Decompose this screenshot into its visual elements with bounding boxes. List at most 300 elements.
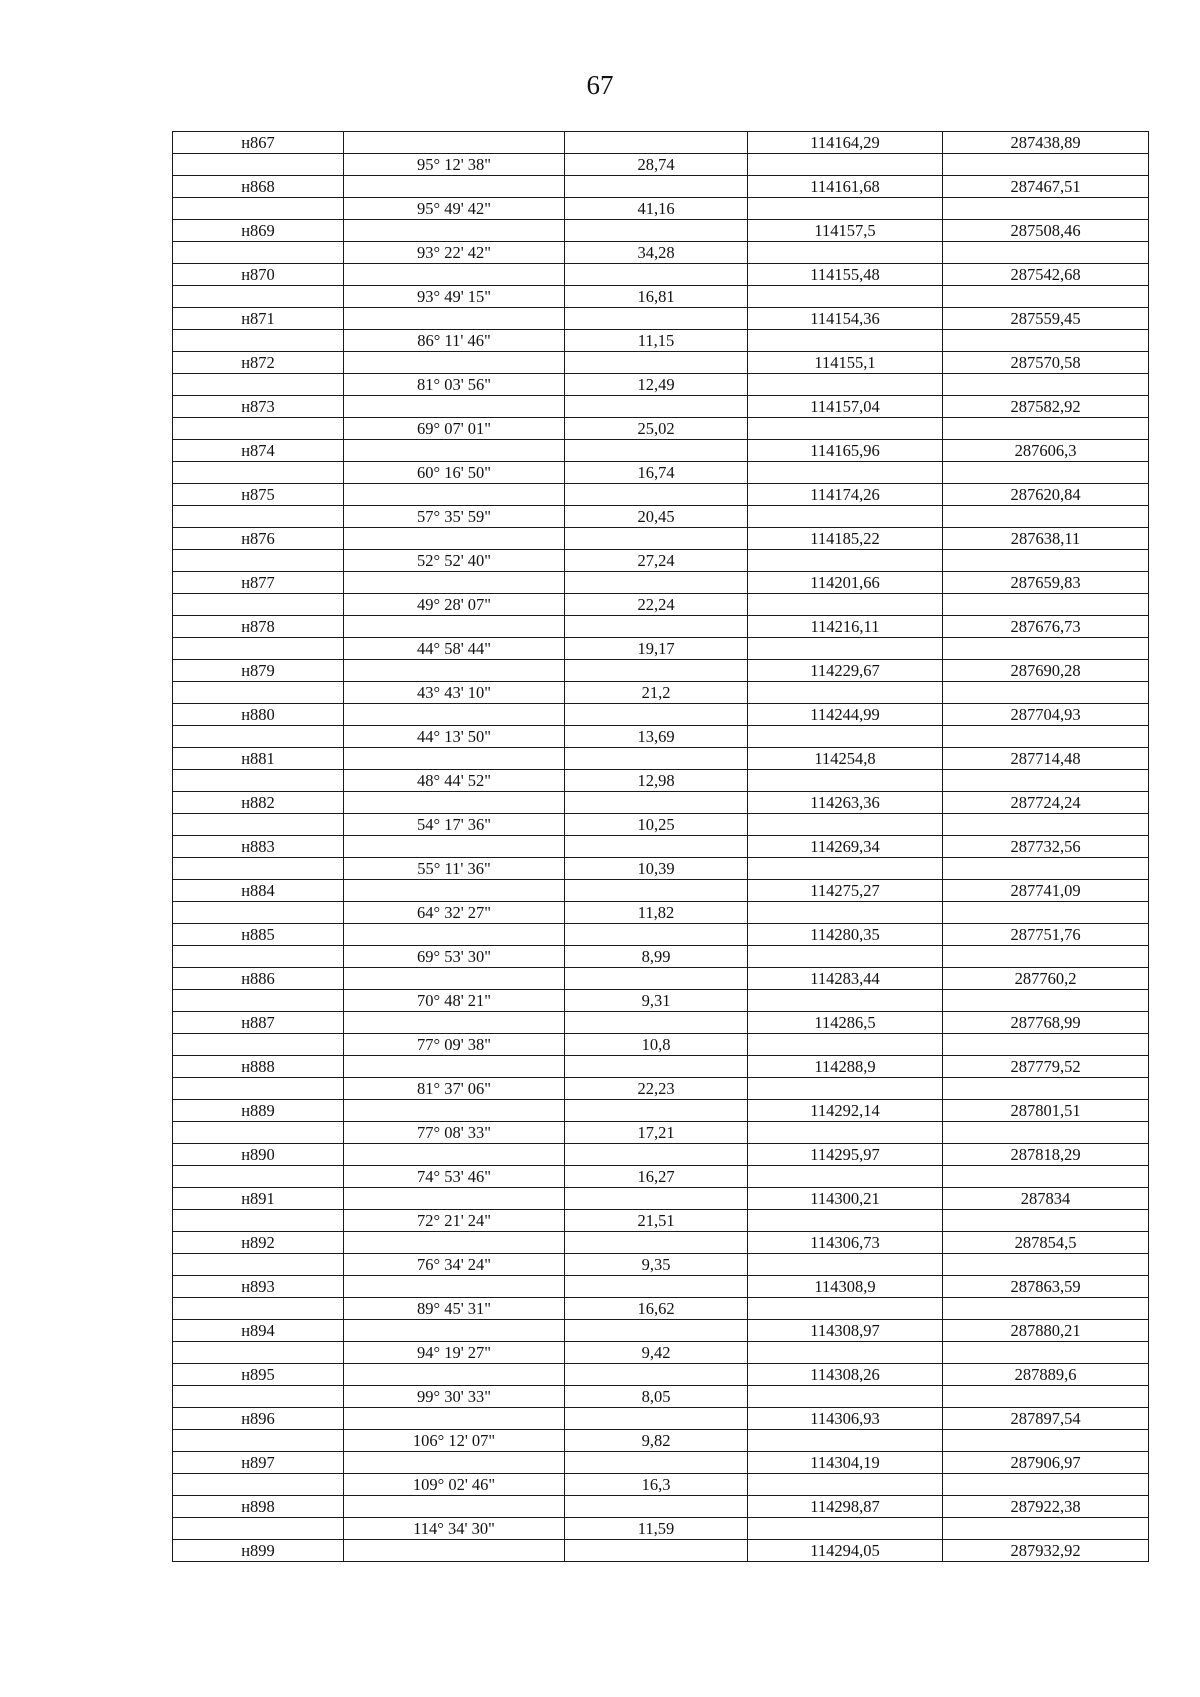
- direction-angle-cell: [344, 1100, 565, 1122]
- point-row: [173, 924, 1149, 946]
- y-coordinate-cell: 287570,58: [943, 352, 1149, 374]
- distance-cell: 34,28: [565, 242, 748, 264]
- point-name-cell: н884: [173, 880, 344, 902]
- x-coordinate-cell: 114283,44: [748, 968, 943, 990]
- y-coordinate-cell: 287760,2: [943, 968, 1149, 990]
- x-coordinate-cell: 114157,04: [748, 396, 943, 418]
- segment-row: [173, 1342, 1149, 1364]
- x-coordinate-cell: [748, 946, 943, 968]
- direction-angle-cell: 77° 08' 33": [344, 1122, 565, 1144]
- x-coordinate-cell: [748, 726, 943, 748]
- segment-row: [173, 374, 1149, 396]
- direction-angle-cell: 99° 30' 33": [344, 1386, 565, 1408]
- direction-angle-cell: [344, 396, 565, 418]
- direction-angle-cell: 93° 22' 42": [344, 242, 565, 264]
- point-row: [173, 1452, 1149, 1474]
- y-coordinate-cell: [943, 550, 1149, 572]
- distance-cell: [565, 308, 748, 330]
- x-coordinate-cell: [748, 1430, 943, 1452]
- x-coordinate-cell: [748, 374, 943, 396]
- distance-cell: 8,99: [565, 946, 748, 968]
- distance-cell: 19,17: [565, 638, 748, 660]
- page-number: 67: [586, 70, 614, 100]
- direction-angle-cell: 49° 28' 07": [344, 594, 565, 616]
- segment-row: [173, 242, 1149, 264]
- x-coordinate-cell: 114254,8: [748, 748, 943, 770]
- x-coordinate-cell: 114298,87: [748, 1496, 943, 1518]
- point-name-cell: н896: [173, 1408, 344, 1430]
- y-coordinate-cell: [943, 858, 1149, 880]
- y-coordinate-cell: [943, 1210, 1149, 1232]
- point-name-cell: [173, 198, 344, 220]
- point-row: [173, 1232, 1149, 1254]
- segment-row: [173, 1386, 1149, 1408]
- distance-cell: [565, 572, 748, 594]
- y-coordinate-cell: [943, 330, 1149, 352]
- point-name-cell: [173, 990, 344, 1012]
- x-coordinate-cell: [748, 1518, 943, 1540]
- point-row: [173, 264, 1149, 286]
- point-name-cell: н892: [173, 1232, 344, 1254]
- y-coordinate-cell: 287854,5: [943, 1232, 1149, 1254]
- direction-angle-cell: [344, 836, 565, 858]
- direction-angle-cell: [344, 880, 565, 902]
- y-coordinate-cell: 287559,45: [943, 308, 1149, 330]
- distance-cell: [565, 264, 748, 286]
- point-name-cell: [173, 1122, 344, 1144]
- distance-cell: [565, 1452, 748, 1474]
- y-coordinate-cell: 287690,28: [943, 660, 1149, 682]
- y-coordinate-cell: [943, 946, 1149, 968]
- direction-angle-cell: 76° 34' 24": [344, 1254, 565, 1276]
- point-name-cell: [173, 418, 344, 440]
- y-coordinate-cell: [943, 990, 1149, 1012]
- direction-angle-cell: 94° 19' 27": [344, 1342, 565, 1364]
- distance-cell: 12,98: [565, 770, 748, 792]
- point-row: [173, 792, 1149, 814]
- direction-angle-cell: 109° 02' 46": [344, 1474, 565, 1496]
- direction-angle-cell: [344, 792, 565, 814]
- direction-angle-cell: [344, 308, 565, 330]
- point-row: [173, 616, 1149, 638]
- y-coordinate-cell: 287732,56: [943, 836, 1149, 858]
- direction-angle-cell: 44° 13' 50": [344, 726, 565, 748]
- direction-angle-cell: [344, 264, 565, 286]
- point-row: [173, 1100, 1149, 1122]
- y-coordinate-cell: 287880,21: [943, 1320, 1149, 1342]
- x-coordinate-cell: 114229,67: [748, 660, 943, 682]
- point-row: [173, 704, 1149, 726]
- point-name-cell: н885: [173, 924, 344, 946]
- x-coordinate-cell: 114304,19: [748, 1452, 943, 1474]
- point-row: [173, 968, 1149, 990]
- point-name-cell: [173, 1034, 344, 1056]
- distance-cell: 21,51: [565, 1210, 748, 1232]
- distance-cell: 16,3: [565, 1474, 748, 1496]
- y-coordinate-cell: [943, 198, 1149, 220]
- distance-cell: 16,62: [565, 1298, 748, 1320]
- point-name-cell: [173, 506, 344, 528]
- segment-row: [173, 418, 1149, 440]
- segment-row: [173, 726, 1149, 748]
- point-name-cell: н873: [173, 396, 344, 418]
- y-coordinate-cell: 287714,48: [943, 748, 1149, 770]
- point-name-cell: н874: [173, 440, 344, 462]
- x-coordinate-cell: [748, 638, 943, 660]
- y-coordinate-cell: 287724,24: [943, 792, 1149, 814]
- distance-cell: [565, 1496, 748, 1518]
- distance-cell: 28,74: [565, 154, 748, 176]
- point-name-cell: [173, 154, 344, 176]
- point-name-cell: н888: [173, 1056, 344, 1078]
- point-name-cell: н879: [173, 660, 344, 682]
- x-coordinate-cell: 114155,48: [748, 264, 943, 286]
- y-coordinate-cell: 287704,93: [943, 704, 1149, 726]
- point-name-cell: [173, 374, 344, 396]
- point-row: [173, 836, 1149, 858]
- point-row: [173, 1188, 1149, 1210]
- distance-cell: [565, 836, 748, 858]
- distance-cell: [565, 396, 748, 418]
- point-name-cell: н899: [173, 1540, 344, 1562]
- segment-row: [173, 1254, 1149, 1276]
- x-coordinate-cell: [748, 242, 943, 264]
- distance-cell: 8,05: [565, 1386, 748, 1408]
- x-coordinate-cell: 114292,14: [748, 1100, 943, 1122]
- direction-angle-cell: [344, 1056, 565, 1078]
- x-coordinate-cell: [748, 682, 943, 704]
- point-row: [173, 748, 1149, 770]
- distance-cell: [565, 616, 748, 638]
- segment-row: [173, 1430, 1149, 1452]
- distance-cell: [565, 440, 748, 462]
- y-coordinate-cell: 287582,92: [943, 396, 1149, 418]
- segment-row: [173, 682, 1149, 704]
- point-row: [173, 220, 1149, 242]
- y-coordinate-cell: [943, 814, 1149, 836]
- point-name-cell: [173, 1078, 344, 1100]
- distance-cell: [565, 1188, 748, 1210]
- distance-cell: 10,39: [565, 858, 748, 880]
- direction-angle-cell: 106° 12' 07": [344, 1430, 565, 1452]
- point-name-cell: н893: [173, 1276, 344, 1298]
- point-name-cell: н881: [173, 748, 344, 770]
- distance-cell: [565, 1100, 748, 1122]
- point-name-cell: н883: [173, 836, 344, 858]
- y-coordinate-cell: [943, 1386, 1149, 1408]
- point-name-cell: [173, 1474, 344, 1496]
- segment-row: [173, 462, 1149, 484]
- distance-cell: [565, 1540, 748, 1562]
- x-coordinate-cell: [748, 198, 943, 220]
- distance-cell: [565, 220, 748, 242]
- y-coordinate-cell: 287801,51: [943, 1100, 1149, 1122]
- point-row: [173, 440, 1149, 462]
- distance-cell: 22,23: [565, 1078, 748, 1100]
- point-row: [173, 1276, 1149, 1298]
- direction-angle-cell: 86° 11' 46": [344, 330, 565, 352]
- distance-cell: [565, 1276, 748, 1298]
- point-name-cell: н894: [173, 1320, 344, 1342]
- direction-angle-cell: [344, 352, 565, 374]
- y-coordinate-cell: [943, 1474, 1149, 1496]
- direction-angle-cell: 77° 09' 38": [344, 1034, 565, 1056]
- x-coordinate-cell: 114308,26: [748, 1364, 943, 1386]
- x-coordinate-cell: [748, 1342, 943, 1364]
- y-coordinate-cell: 287932,92: [943, 1540, 1149, 1562]
- y-coordinate-cell: 287922,38: [943, 1496, 1149, 1518]
- x-coordinate-cell: [748, 1298, 943, 1320]
- direction-angle-cell: [344, 1232, 565, 1254]
- x-coordinate-cell: 114280,35: [748, 924, 943, 946]
- point-row: [173, 308, 1149, 330]
- x-coordinate-cell: [748, 550, 943, 572]
- direction-angle-cell: 44° 58' 44": [344, 638, 565, 660]
- distance-cell: 22,24: [565, 594, 748, 616]
- x-coordinate-cell: 114295,97: [748, 1144, 943, 1166]
- distance-cell: 27,24: [565, 550, 748, 572]
- distance-cell: 16,81: [565, 286, 748, 308]
- segment-row: [173, 330, 1149, 352]
- x-coordinate-cell: 114216,11: [748, 616, 943, 638]
- point-name-cell: н891: [173, 1188, 344, 1210]
- y-coordinate-cell: 287620,84: [943, 484, 1149, 506]
- distance-cell: 10,8: [565, 1034, 748, 1056]
- x-coordinate-cell: 114155,1: [748, 352, 943, 374]
- segment-row: [173, 1034, 1149, 1056]
- x-coordinate-cell: [748, 1166, 943, 1188]
- distance-cell: [565, 1364, 748, 1386]
- direction-angle-cell: [344, 704, 565, 726]
- y-coordinate-cell: 287467,51: [943, 176, 1149, 198]
- x-coordinate-cell: 114161,68: [748, 176, 943, 198]
- x-coordinate-cell: [748, 286, 943, 308]
- y-coordinate-cell: [943, 418, 1149, 440]
- direction-angle-cell: 55° 11' 36": [344, 858, 565, 880]
- x-coordinate-cell: 114308,97: [748, 1320, 943, 1342]
- distance-cell: 11,82: [565, 902, 748, 924]
- x-coordinate-cell: [748, 330, 943, 352]
- point-name-cell: [173, 682, 344, 704]
- direction-angle-cell: [344, 968, 565, 990]
- direction-angle-cell: [344, 660, 565, 682]
- y-coordinate-cell: [943, 1078, 1149, 1100]
- distance-cell: 12,49: [565, 374, 748, 396]
- y-coordinate-cell: [943, 1518, 1149, 1540]
- segment-row: [173, 814, 1149, 836]
- direction-angle-cell: 95° 49' 42": [344, 198, 565, 220]
- y-coordinate-cell: 287889,6: [943, 1364, 1149, 1386]
- point-name-cell: [173, 946, 344, 968]
- point-name-cell: [173, 1254, 344, 1276]
- x-coordinate-cell: [748, 1474, 943, 1496]
- segment-row: [173, 1210, 1149, 1232]
- x-coordinate-cell: [748, 594, 943, 616]
- point-name-cell: н878: [173, 616, 344, 638]
- segment-row: [173, 286, 1149, 308]
- point-name-cell: [173, 1210, 344, 1232]
- distance-cell: 9,82: [565, 1430, 748, 1452]
- y-coordinate-cell: [943, 726, 1149, 748]
- x-coordinate-cell: 114306,93: [748, 1408, 943, 1430]
- direction-angle-cell: 54° 17' 36": [344, 814, 565, 836]
- point-row: [173, 1320, 1149, 1342]
- x-coordinate-cell: [748, 1386, 943, 1408]
- y-coordinate-cell: [943, 462, 1149, 484]
- x-coordinate-cell: 114165,96: [748, 440, 943, 462]
- direction-angle-cell: [344, 1540, 565, 1562]
- point-name-cell: н870: [173, 264, 344, 286]
- direction-angle-cell: [344, 176, 565, 198]
- point-name-cell: н889: [173, 1100, 344, 1122]
- direction-angle-cell: 43° 43' 10": [344, 682, 565, 704]
- y-coordinate-cell: 287659,83: [943, 572, 1149, 594]
- distance-cell: [565, 528, 748, 550]
- x-coordinate-cell: [748, 990, 943, 1012]
- coordinates-table-body: [173, 132, 1149, 1562]
- x-coordinate-cell: 114263,36: [748, 792, 943, 814]
- x-coordinate-cell: [748, 770, 943, 792]
- x-coordinate-cell: 114157,5: [748, 220, 943, 242]
- point-name-cell: н895: [173, 1364, 344, 1386]
- x-coordinate-cell: [748, 154, 943, 176]
- y-coordinate-cell: [943, 1122, 1149, 1144]
- x-coordinate-cell: 114269,34: [748, 836, 943, 858]
- y-coordinate-cell: [943, 682, 1149, 704]
- y-coordinate-cell: 287834: [943, 1188, 1149, 1210]
- point-name-cell: [173, 638, 344, 660]
- distance-cell: 9,42: [565, 1342, 748, 1364]
- distance-cell: 17,21: [565, 1122, 748, 1144]
- direction-angle-cell: [344, 924, 565, 946]
- segment-row: [173, 154, 1149, 176]
- point-row: [173, 1144, 1149, 1166]
- point-name-cell: [173, 1430, 344, 1452]
- y-coordinate-cell: [943, 1254, 1149, 1276]
- direction-angle-cell: 81° 03' 56": [344, 374, 565, 396]
- x-coordinate-cell: 114244,99: [748, 704, 943, 726]
- direction-angle-cell: [344, 1364, 565, 1386]
- x-coordinate-cell: 114275,27: [748, 880, 943, 902]
- x-coordinate-cell: [748, 1254, 943, 1276]
- direction-angle-cell: 64° 32' 27": [344, 902, 565, 924]
- distance-cell: 25,02: [565, 418, 748, 440]
- y-coordinate-cell: 287897,54: [943, 1408, 1149, 1430]
- y-coordinate-cell: [943, 594, 1149, 616]
- segment-row: [173, 1474, 1149, 1496]
- x-coordinate-cell: [748, 814, 943, 836]
- point-name-cell: [173, 330, 344, 352]
- point-row: [173, 1012, 1149, 1034]
- direction-angle-cell: 57° 35' 59": [344, 506, 565, 528]
- distance-cell: 9,31: [565, 990, 748, 1012]
- point-name-cell: [173, 770, 344, 792]
- direction-angle-cell: [344, 748, 565, 770]
- x-coordinate-cell: 114201,66: [748, 572, 943, 594]
- direction-angle-cell: 60° 16' 50": [344, 462, 565, 484]
- direction-angle-cell: [344, 616, 565, 638]
- coordinates-table: [172, 131, 1149, 1562]
- distance-cell: [565, 924, 748, 946]
- direction-angle-cell: 72° 21' 24": [344, 1210, 565, 1232]
- distance-cell: [565, 1408, 748, 1430]
- direction-angle-cell: [344, 220, 565, 242]
- segment-row: [173, 550, 1149, 572]
- distance-cell: [565, 660, 748, 682]
- y-coordinate-cell: 287906,97: [943, 1452, 1149, 1474]
- point-name-cell: н887: [173, 1012, 344, 1034]
- y-coordinate-cell: [943, 1034, 1149, 1056]
- direction-angle-cell: [344, 1276, 565, 1298]
- direction-angle-cell: 70° 48' 21": [344, 990, 565, 1012]
- point-name-cell: [173, 1342, 344, 1364]
- point-name-cell: [173, 286, 344, 308]
- point-row: [173, 660, 1149, 682]
- distance-cell: [565, 880, 748, 902]
- direction-angle-cell: 69° 53' 30": [344, 946, 565, 968]
- distance-cell: 13,69: [565, 726, 748, 748]
- distance-cell: 11,59: [565, 1518, 748, 1540]
- point-name-cell: н872: [173, 352, 344, 374]
- distance-cell: 41,16: [565, 198, 748, 220]
- direction-angle-cell: [344, 1012, 565, 1034]
- point-name-cell: [173, 726, 344, 748]
- point-name-cell: н876: [173, 528, 344, 550]
- y-coordinate-cell: [943, 286, 1149, 308]
- direction-angle-cell: [344, 1408, 565, 1430]
- segment-row: [173, 1298, 1149, 1320]
- distance-cell: [565, 748, 748, 770]
- point-name-cell: [173, 1298, 344, 1320]
- x-coordinate-cell: [748, 418, 943, 440]
- point-row: [173, 352, 1149, 374]
- y-coordinate-cell: [943, 1298, 1149, 1320]
- point-name-cell: н868: [173, 176, 344, 198]
- distance-cell: [565, 352, 748, 374]
- y-coordinate-cell: 287638,11: [943, 528, 1149, 550]
- y-coordinate-cell: [943, 374, 1149, 396]
- x-coordinate-cell: 114286,5: [748, 1012, 943, 1034]
- distance-cell: [565, 1320, 748, 1342]
- direction-angle-cell: 93° 49' 15": [344, 286, 565, 308]
- distance-cell: [565, 1232, 748, 1254]
- x-coordinate-cell: 114308,9: [748, 1276, 943, 1298]
- y-coordinate-cell: [943, 770, 1149, 792]
- point-name-cell: [173, 462, 344, 484]
- point-name-cell: н886: [173, 968, 344, 990]
- direction-angle-cell: [344, 484, 565, 506]
- point-row: [173, 1540, 1149, 1562]
- y-coordinate-cell: 287508,46: [943, 220, 1149, 242]
- point-row: [173, 132, 1149, 154]
- y-coordinate-cell: 287606,3: [943, 440, 1149, 462]
- x-coordinate-cell: 114174,26: [748, 484, 943, 506]
- y-coordinate-cell: [943, 1430, 1149, 1452]
- direction-angle-cell: [344, 1144, 565, 1166]
- distance-cell: 11,15: [565, 330, 748, 352]
- point-row: [173, 1408, 1149, 1430]
- point-name-cell: н880: [173, 704, 344, 726]
- segment-row: [173, 198, 1149, 220]
- point-name-cell: [173, 858, 344, 880]
- point-name-cell: [173, 1166, 344, 1188]
- distance-cell: [565, 704, 748, 726]
- direction-angle-cell: 74° 53' 46": [344, 1166, 565, 1188]
- direction-angle-cell: 89° 45' 31": [344, 1298, 565, 1320]
- segment-row: [173, 1078, 1149, 1100]
- x-coordinate-cell: 114306,73: [748, 1232, 943, 1254]
- distance-cell: [565, 792, 748, 814]
